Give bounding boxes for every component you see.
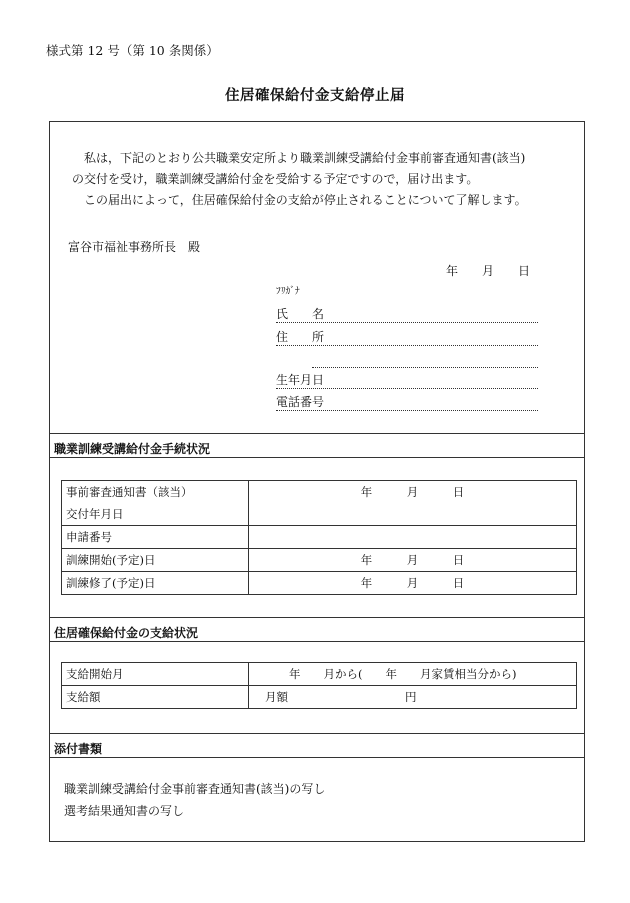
- benefit-status-table: [61, 662, 577, 709]
- payment-amount-field[interactable]: [249, 686, 577, 709]
- row-label: 支給額: [62, 686, 249, 709]
- payment-start-field[interactable]: 年 月から( 年 月家賃相当分から): [249, 663, 577, 686]
- list-item: 選考結果通知書の写し: [64, 804, 185, 818]
- divider: [50, 733, 584, 734]
- section-heading-attachments: 添付書類: [54, 742, 103, 756]
- phone-label: 電話番号: [276, 395, 325, 409]
- training-status-table: [61, 480, 577, 595]
- form-number: 様式第 12 号（第 10 条関係）: [46, 43, 219, 58]
- monthly-amount-label: 月額: [265, 690, 288, 704]
- address-label: 住 所: [276, 330, 325, 344]
- divider: [50, 433, 584, 434]
- name-field[interactable]: [276, 306, 538, 323]
- row-label: 申請番号: [62, 526, 249, 549]
- table-row: [62, 572, 577, 595]
- divider: [50, 757, 584, 758]
- table-row: [62, 526, 577, 549]
- list-item: 職業訓練受講給付金事前審査通知書(該当)の写し: [64, 782, 326, 796]
- declaration-line-1: 私は，下記のとおり公共職業安定所より職業訓練受講給付金事前審査通知書(該当): [84, 151, 526, 165]
- divider: [50, 617, 584, 618]
- table-row: [62, 663, 577, 686]
- application-number-field[interactable]: [249, 526, 577, 549]
- declaration: [72, 148, 572, 211]
- birthdate-label: 生年月日: [276, 373, 325, 387]
- declaration-line-3: この届出によって，住居確保給付金の支給が停止されることについて了解します。: [84, 193, 527, 207]
- furigana-field[interactable]: ﾌﾘｶﾞﾅ: [276, 286, 300, 297]
- declaration-line-2: の交付を受け，職業訓練受講給付金を受給する予定ですので，届け出ます。: [72, 172, 479, 186]
- table-row: [62, 481, 577, 526]
- table-row: [62, 549, 577, 572]
- notice-date-field[interactable]: 年 月 日: [249, 481, 577, 526]
- form-frame: [49, 121, 585, 842]
- row-label: 事前審査通知書（該当） 交付年月日: [62, 481, 249, 526]
- row-label: 訓練開始(予定)日: [62, 549, 249, 572]
- name-label: 氏 名: [276, 307, 325, 321]
- row-label: 支給開始月: [62, 663, 249, 686]
- address-field[interactable]: [276, 329, 538, 346]
- row-label: 訓練修了(予定)日: [62, 572, 249, 595]
- training-start-field[interactable]: 年 月 日: [249, 549, 577, 572]
- submission-date: 年 月 日: [446, 264, 531, 278]
- yen-label: 円: [405, 690, 417, 704]
- section-heading-training: 職業訓練受講給付金手続状況: [54, 442, 211, 456]
- section-heading-benefit: 住居確保給付金の支給状況: [54, 626, 199, 640]
- divider: [50, 457, 584, 458]
- address-field-line-2[interactable]: [312, 351, 538, 368]
- addressee: 富谷市福祉事務所長 殿: [68, 240, 201, 254]
- divider: [50, 641, 584, 642]
- phone-field[interactable]: [276, 394, 538, 411]
- document-title: 住居確保給付金支給停止届: [225, 88, 405, 104]
- birthdate-field[interactable]: [276, 372, 538, 389]
- table-row: [62, 686, 577, 709]
- training-end-field[interactable]: 年 月 日: [249, 572, 577, 595]
- attachment-list: [64, 778, 325, 822]
